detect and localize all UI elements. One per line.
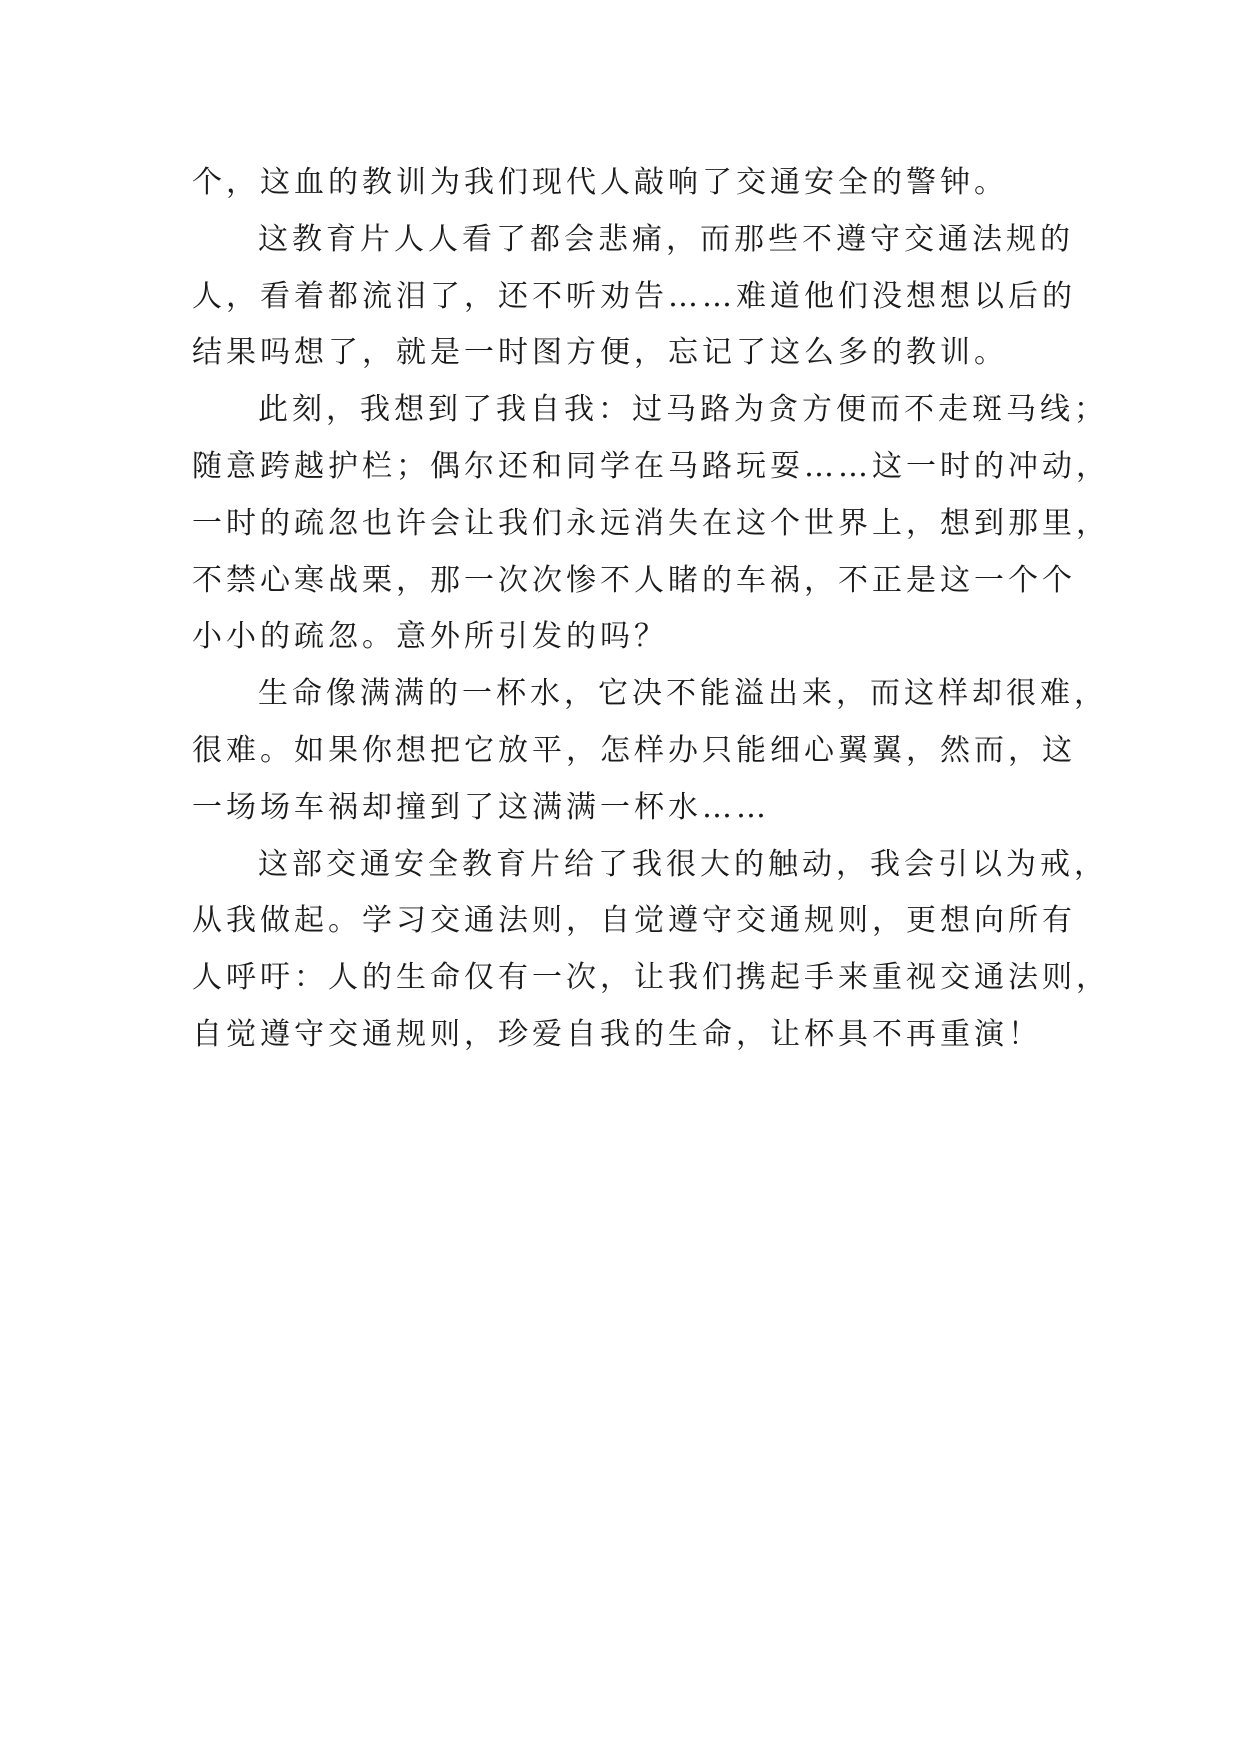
paragraph-first-line: 这教育片人人看了都会悲痛，而那些不遵守交通法规的 <box>258 221 1074 257</box>
document-body <box>192 155 1110 1064</box>
text-line: 从我做起。学习交通法则，自觉遵守交通规则，更想向所有 <box>192 903 1076 939</box>
text-line: 小小的疏忽。意外所引发的吗？ <box>192 619 668 655</box>
text-line: 自觉遵守交通规则，珍爱自我的生命，让杯具不再重演！ <box>192 1016 1042 1052</box>
paragraph-first-line: 这部交通安全教育片给了我很大的触动，我会引以为戒， <box>258 846 1108 882</box>
paragraph-first-line: 此刻，我想到了我自我：过马路为贪方便而不走斑马线； <box>258 392 1108 428</box>
text-line: 一时的疏忽也许会让我们永远消失在这个世界上，想到那里， <box>192 505 1110 541</box>
text-line: 随意跨越护栏；偶尔还和同学在马路玩耍……这一时的冲动， <box>192 448 1110 484</box>
text-line: 人，看着都流泪了，还不听劝告……难道他们没想想以后的 <box>192 278 1076 314</box>
text-line: 个，这血的教训为我们现代人敲响了交通安全的警钟。 <box>192 165 1008 200</box>
text-line: 人呼吁：人的生命仅有一次，让我们携起手来重视交通法则， <box>192 960 1110 996</box>
text-line: 很难。如果你想把它放平，怎样办只能细心翼翼，然而，这 <box>192 732 1076 768</box>
text-line: 结果吗想了，就是一时图方便，忘记了这么多的教训。 <box>192 335 1008 371</box>
text-line: 一场场车祸却撞到了这满满一杯水…… <box>192 789 770 825</box>
paragraph-first-line: 生命像满满的一杯水，它决不能溢出来，而这样却很难， <box>258 676 1108 712</box>
text-line: 不禁心寒战栗，那一次次惨不人睹的车祸，不正是这一个个 <box>192 562 1076 598</box>
